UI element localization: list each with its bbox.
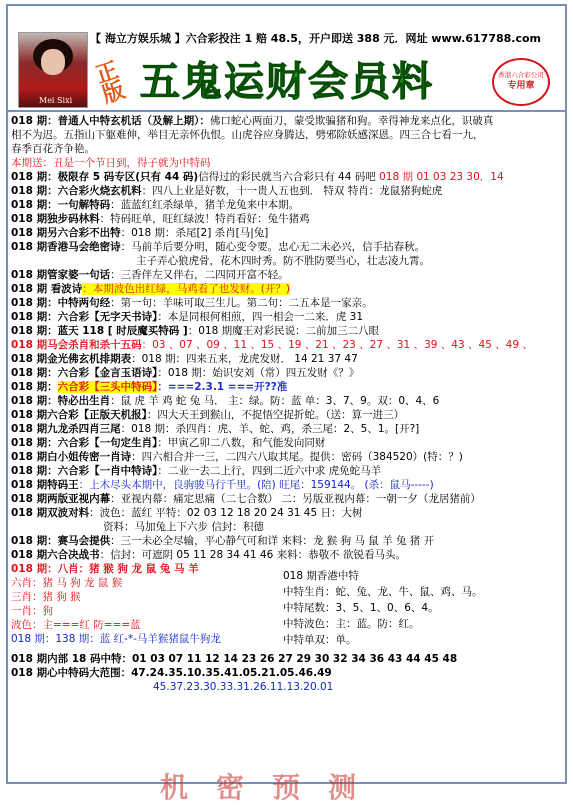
wave-color: 波色：主===红 防===蓝 xyxy=(11,619,141,631)
line-20: 018 期：六合彩【三头中特码】：===2.3.1 ===开??准 xyxy=(11,381,288,393)
line-29: 018 期双波对料：波色：蓝红 平特：02 03 12 18 20 24 31 45 日：大树 xyxy=(11,507,363,519)
line-19: 018 期：六合彩【金言玉语诗】：018 期：始识安刘（常）四五发财《？》 xyxy=(11,367,360,379)
line-8: 018 期独步码林料：特码旺单，旺红绿波！特肖看好：兔牛猪鸡 xyxy=(11,213,310,225)
line-3: 春季百花齐争艳。 xyxy=(11,143,95,155)
photo-face xyxy=(41,49,65,75)
line-30: 资料：马加兔上下六步 信封：积德 xyxy=(103,521,264,533)
line-10: 018 期香港马会绝密诗：马前羊后要分明，随心变令要。忠心无二未必兴，信手拈春秋。 xyxy=(11,241,426,253)
one-zodiac: 一肖：狗 xyxy=(11,605,53,617)
line-5: 018 期：极限存 5 码专区(只有 44 码)信得过的彩民就当六合彩只有 44 码吧 018 期 01 03 23 30．14 xyxy=(11,171,504,183)
line-25: 018 期白小姐传密一肖诗：四六相合并一三，二四六八取其尾。提供：密码（384520）(特：？) xyxy=(11,451,463,463)
line-7: 018 期：一句解特码：蓝蓝红红杀绿单，猪羊龙兔来中本期。 xyxy=(11,199,300,211)
page-frame xyxy=(6,4,567,784)
company-seal xyxy=(492,58,550,106)
line-32: 018 期六合决战书：信封：可遮阴 05 11 28 34 41 46 来料：恭敬不 欲锐看马头。 xyxy=(11,549,406,561)
line-17: 018 期马会杀肖和杀十五码：03 、07 、09 、11 、15 、19 、21 、23 、27 、31 、39 、43 、45 、49 、 xyxy=(11,339,533,351)
line-23: 018 期九龙杀四肖三尾：018 期：杀四肖：虎、羊、蛇、鸡，杀三尾：2、5、1。[开?] xyxy=(11,423,420,435)
header xyxy=(8,6,565,112)
line-16: 018 期：蓝天 118 [ 时辰魔买特码 ]：018 期魔王对彩民说：二前加三二八眼 xyxy=(11,325,380,337)
line-11: 主子弄心狼虎骨，花木四时秀。防不胜防要当心，壮志凌九霄。 xyxy=(136,255,430,267)
line-6: 018 期：六合彩火烧玄机料：四八上业是好数，十一贵人五也到． 特双 特肖：龙鼠猪狗蛇虎 xyxy=(11,185,443,197)
bottom-right xyxy=(283,568,563,648)
line-138: 018 期：138 期：蓝 红-*-马羊猴猪鼠牛狗龙 xyxy=(11,633,221,645)
six-zodiac: 六肖：猪 马 狗 龙 鼠 猴 xyxy=(11,577,123,589)
eight-zodiac: 018 期：八肖：猪 猴 狗 龙 鼠 兔 马 羊 xyxy=(11,563,199,575)
hk-tail: 中特尾数：3、5、1、0、6、4。 xyxy=(283,602,439,614)
line-1: 018 期：普通人中特玄机话（及解上期）：佛口蛇心两面刀，蒙受欺骗猪和狗。幸得神龙来点化，识破真 xyxy=(11,115,494,127)
hk-wave: 中特波色：主：蓝。防：红。 xyxy=(283,618,420,630)
tail-range-2: 45.37.23.30.33.31.26.11.13.20.01 xyxy=(153,681,334,693)
line-15: 018 期：六合彩【无字天书诗】：本是同根何相煎，四一相会一二来．虎 31 xyxy=(11,311,364,323)
line-12: 018 期管家婆一句话：三香伴左又伴右，二四同开富不轻。 xyxy=(11,269,289,281)
promo-line: 【 海立方娱乐城 】六合彩投注 1 赔 48.5，开户即送 388 元．网址 www.617788.com xyxy=(90,32,541,45)
line-9: 018 期另六合彩不出特：018 期：杀尾[2] 杀肖[马|兔] xyxy=(11,227,269,239)
bottom-section xyxy=(11,562,563,680)
line-31: 018 期：赛马会提供：三一未必全尽输，平心静气可和详 来料：龙 猴 狗 马 鼠 羊 兔 猪 开 xyxy=(11,535,435,547)
line-24: 018 期：六合彩【一句定生肖】：甲寅乙卯二八数，和气能发向同财 xyxy=(11,437,326,449)
tips-content xyxy=(11,114,563,694)
page-title: 五鬼运财会员料 xyxy=(140,59,434,105)
line-13: 018 期 看波诗：本期波色出红绿，马鸡看了也发财。(开？) xyxy=(11,283,290,295)
genuine-badge: 正版 xyxy=(92,57,129,109)
line-14: 018 期：中特两句经：第一句：羊味可取三生儿。第二句：二五本是一家亲。 xyxy=(11,297,373,309)
hk-oddeven: 中特单双：单。 xyxy=(283,634,357,646)
three-zodiac: 三肖：猪 狗 猴 xyxy=(11,591,81,603)
seal-top-text: 香港六合彩公司 xyxy=(498,71,544,79)
footer-watermark: 机密预测 xyxy=(160,771,385,804)
host-photo xyxy=(18,32,88,108)
line-27: 018 期特码王：上木尽头本期中，良驹骏马行千里。(陪) 旺尾：159144。 (杀：鼠马-----) xyxy=(11,479,434,491)
line-26: 018 期：六合彩【一肖中特诗】：二业一去二上行，四到二近六中求 虎免蛇马羊 xyxy=(11,465,382,477)
line-21: 018 期：特必出生肖：鼠 虎 羊 鸡 蛇 兔 马． 主：绿。防：蓝 单：3、7、9。双：0、4、6 xyxy=(11,395,440,407)
line-18: 018 期金光佛玄机排期表：018 期：四来五来，龙虎发财． 14 21 37 47 xyxy=(11,353,358,365)
photo-name: Mei Sixi xyxy=(39,96,73,105)
tail-range: 018 期心中特码大范围：47.24.35.10.35.41.05.21.05.46.49 xyxy=(11,667,332,679)
hk-title: 018 期香港中特 xyxy=(283,570,359,582)
line-4: 本期送：丑是一个节日到，得子就为中特码 xyxy=(11,157,211,169)
hk-zodiac: 中特生肖：蛇、兔、龙、牛、鼠、鸡、马。 xyxy=(283,586,483,598)
bottom-left xyxy=(11,562,273,646)
line-22: 018 期六合彩【正版天机报】：四大天王到猴山，不捉悟空捉折蛇。（送：算一进三） xyxy=(11,409,405,421)
seal-mid-text: 专用章 xyxy=(507,81,535,91)
line-28: 018 期两版亚视内幕：亚视内幕：痛定思痛（二七合数） 二：另版亚视内幕：一朝一夕（龙居猪前） xyxy=(11,493,481,505)
line-2: 相不为迟。五指山下躯难伸，举目无亲怀仇恨。山虎谷应身腾达，劈邪除妖感深恩。四三合七看一九， xyxy=(11,129,484,141)
tail-18-codes: 018 期内部 18 码中特：01 03 07 11 12 14 23 26 27 29 30 32 34 36 43 44 45 48 xyxy=(11,653,458,665)
